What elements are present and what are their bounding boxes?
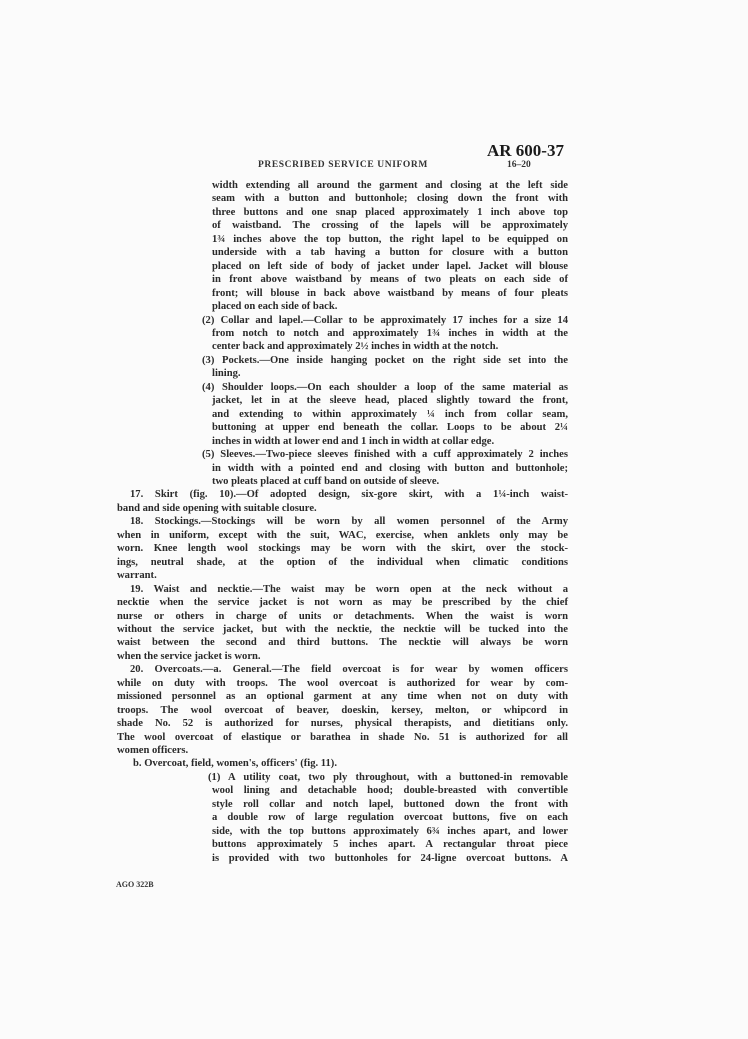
text-line: from notch to notch and approximately 1¾ inches in width at the bbox=[212, 327, 568, 339]
text-line: width extending all around the garment and closing at the left side bbox=[212, 180, 568, 191]
text-line: two pleats placed at cuff band on outside of sleeve. bbox=[212, 475, 440, 487]
text-line: a double row of large regulation overcoat buttons, five on each bbox=[212, 812, 568, 824]
text-line: style roll collar and notch lapel, buttoned down the front with bbox=[212, 798, 568, 810]
paragraph bbox=[0, 354, 748, 381]
text-line: women officers. bbox=[117, 745, 189, 757]
paragraph bbox=[0, 771, 748, 865]
text-line: buttoning at upper end beneath the collar. Loops to be about 2¼ bbox=[212, 422, 568, 434]
text-line: placed on each side of back. bbox=[212, 301, 338, 313]
text-line: (5) Sleeves.—Two-piece sleeves finished with a cuff approximately 2 inches bbox=[202, 449, 568, 461]
text-line: lining. bbox=[212, 368, 241, 380]
page-range: 16–20 bbox=[507, 160, 531, 170]
text-line: 20. Overcoats.—a. General.—The field overcoat is for wear by women officers bbox=[130, 664, 568, 676]
text-line: when in uniform, except with the suit, WAC, exercise, when anklets only may be bbox=[117, 529, 568, 541]
text-line: warrant. bbox=[117, 570, 157, 582]
text-line: necktie when the service jacket is not worn as may be prescribed by the chief bbox=[117, 597, 568, 609]
paragraph bbox=[0, 757, 748, 770]
text-line: of waistband. The crossing of the lapels will be approximately bbox=[212, 220, 568, 232]
text-line: when the service jacket is worn. bbox=[117, 650, 261, 662]
text-line: underside with a tab having a button for closure with a button bbox=[212, 247, 568, 259]
text-line: The wool overcoat of elastique or barathea in shade No. 51 is authorized for all bbox=[117, 731, 568, 743]
text-line: (3) Pockets.—One inside hanging pocket on the right side set into the bbox=[202, 354, 568, 366]
text-line: is provided with two buttonholes for 24-ligne overcoat buttons. A bbox=[212, 852, 568, 864]
text-line: troops. The wool overcoat of beaver, doeskin, kersey, melton, or whipcord in bbox=[117, 704, 568, 716]
text-line: waist between the second and third buttons. The necktie will always be worn bbox=[117, 637, 568, 649]
text-line: (2) Collar and lapel.—Collar to be approximately 17 inches for a size 14 bbox=[202, 314, 568, 326]
paragraph bbox=[0, 314, 748, 354]
text-line: shade No. 52 is authorized for nurses, physical therapists, and dietitians only. bbox=[117, 718, 568, 730]
paragraph bbox=[0, 381, 748, 448]
text-line: wool lining and detachable hood; double-breasted with convertible bbox=[212, 785, 568, 797]
text-line: ings, neutral shade, at the option of the individual when climatic conditions bbox=[117, 556, 568, 568]
text-line: front; will blouse in back above waistband by means of four pleats bbox=[212, 287, 568, 299]
text-line: placed on left side of body of jacket under lapel. Jacket will blouse bbox=[212, 260, 568, 272]
paragraph bbox=[0, 448, 748, 488]
running-head: PRESCRIBED SERVICE UNIFORM bbox=[258, 160, 428, 170]
paragraph bbox=[0, 515, 748, 582]
text-line: buttons approximately 5 inches apart. A rectangular throat piece bbox=[212, 839, 568, 851]
paragraph bbox=[0, 488, 748, 515]
text-line: without the service jacket, but with the necktie, the necktie will be tucked into the bbox=[117, 623, 568, 635]
text-line: center back and approximately 2½ inches in width at the notch. bbox=[212, 341, 499, 353]
paragraph bbox=[0, 179, 748, 314]
text-line: side, with the top buttons approximately 6¾ inches apart, and lower bbox=[212, 825, 568, 837]
footer-code: AGO 322B bbox=[116, 880, 154, 889]
body-text bbox=[0, 179, 748, 865]
text-line: b. Overcoat, field, women's, officers' (fig. 11). bbox=[133, 758, 337, 770]
text-line: in front above waistband by means of two pleats on each side of bbox=[212, 274, 568, 286]
text-line: three buttons and one snap placed approximately 1 inch above top bbox=[212, 206, 568, 218]
text-line: while on duty with troops. The wool overcoat is authorized for wear by com- bbox=[117, 677, 568, 689]
text-line: 1¾ inches above the top button, the right lapel to be equipped on bbox=[212, 233, 568, 245]
text-line: seam with a button and buttonhole; closing down the front with bbox=[212, 193, 568, 205]
text-line: jacket, let in at the sleeve head, placed slightly toward the front, bbox=[212, 395, 568, 407]
text-line: 17. Skirt (fig. 10).—Of adopted design, six-gore skirt, with a 1¼-inch waist- bbox=[130, 489, 568, 501]
text-line: worn. Knee length wool stockings may be worn with the skirt, over the stock- bbox=[117, 543, 568, 555]
text-line: and extending to within approximately ¼ inch from collar seam, bbox=[212, 408, 568, 420]
text-line: (1) A utility coat, two ply throughout, with a buttoned-in removable bbox=[208, 771, 568, 783]
text-line: 19. Waist and necktie.—The waist may be worn open at the neck without a bbox=[130, 583, 568, 595]
form-number: AR 600-37 bbox=[487, 141, 564, 160]
text-line: inches in width at lower end and 1 inch in width at collar edge. bbox=[212, 435, 495, 447]
paragraph bbox=[0, 583, 748, 664]
text-line: 18. Stockings.—Stockings will be worn by all women personnel of the Army bbox=[130, 516, 568, 528]
text-line: (4) Shoulder loops.—On each shoulder a loop of the same material as bbox=[202, 381, 568, 393]
text-line: missioned personnel as an optional garment at any time when not on duty with bbox=[117, 691, 568, 703]
text-line: band and side opening with suitable closure. bbox=[117, 502, 317, 514]
text-line: in width with a pointed end and closing with button and buttonhole; bbox=[212, 462, 568, 474]
text-line: nurse or others in charge of units or detachments. When the waist is worn bbox=[117, 610, 568, 622]
paragraph bbox=[0, 663, 748, 757]
